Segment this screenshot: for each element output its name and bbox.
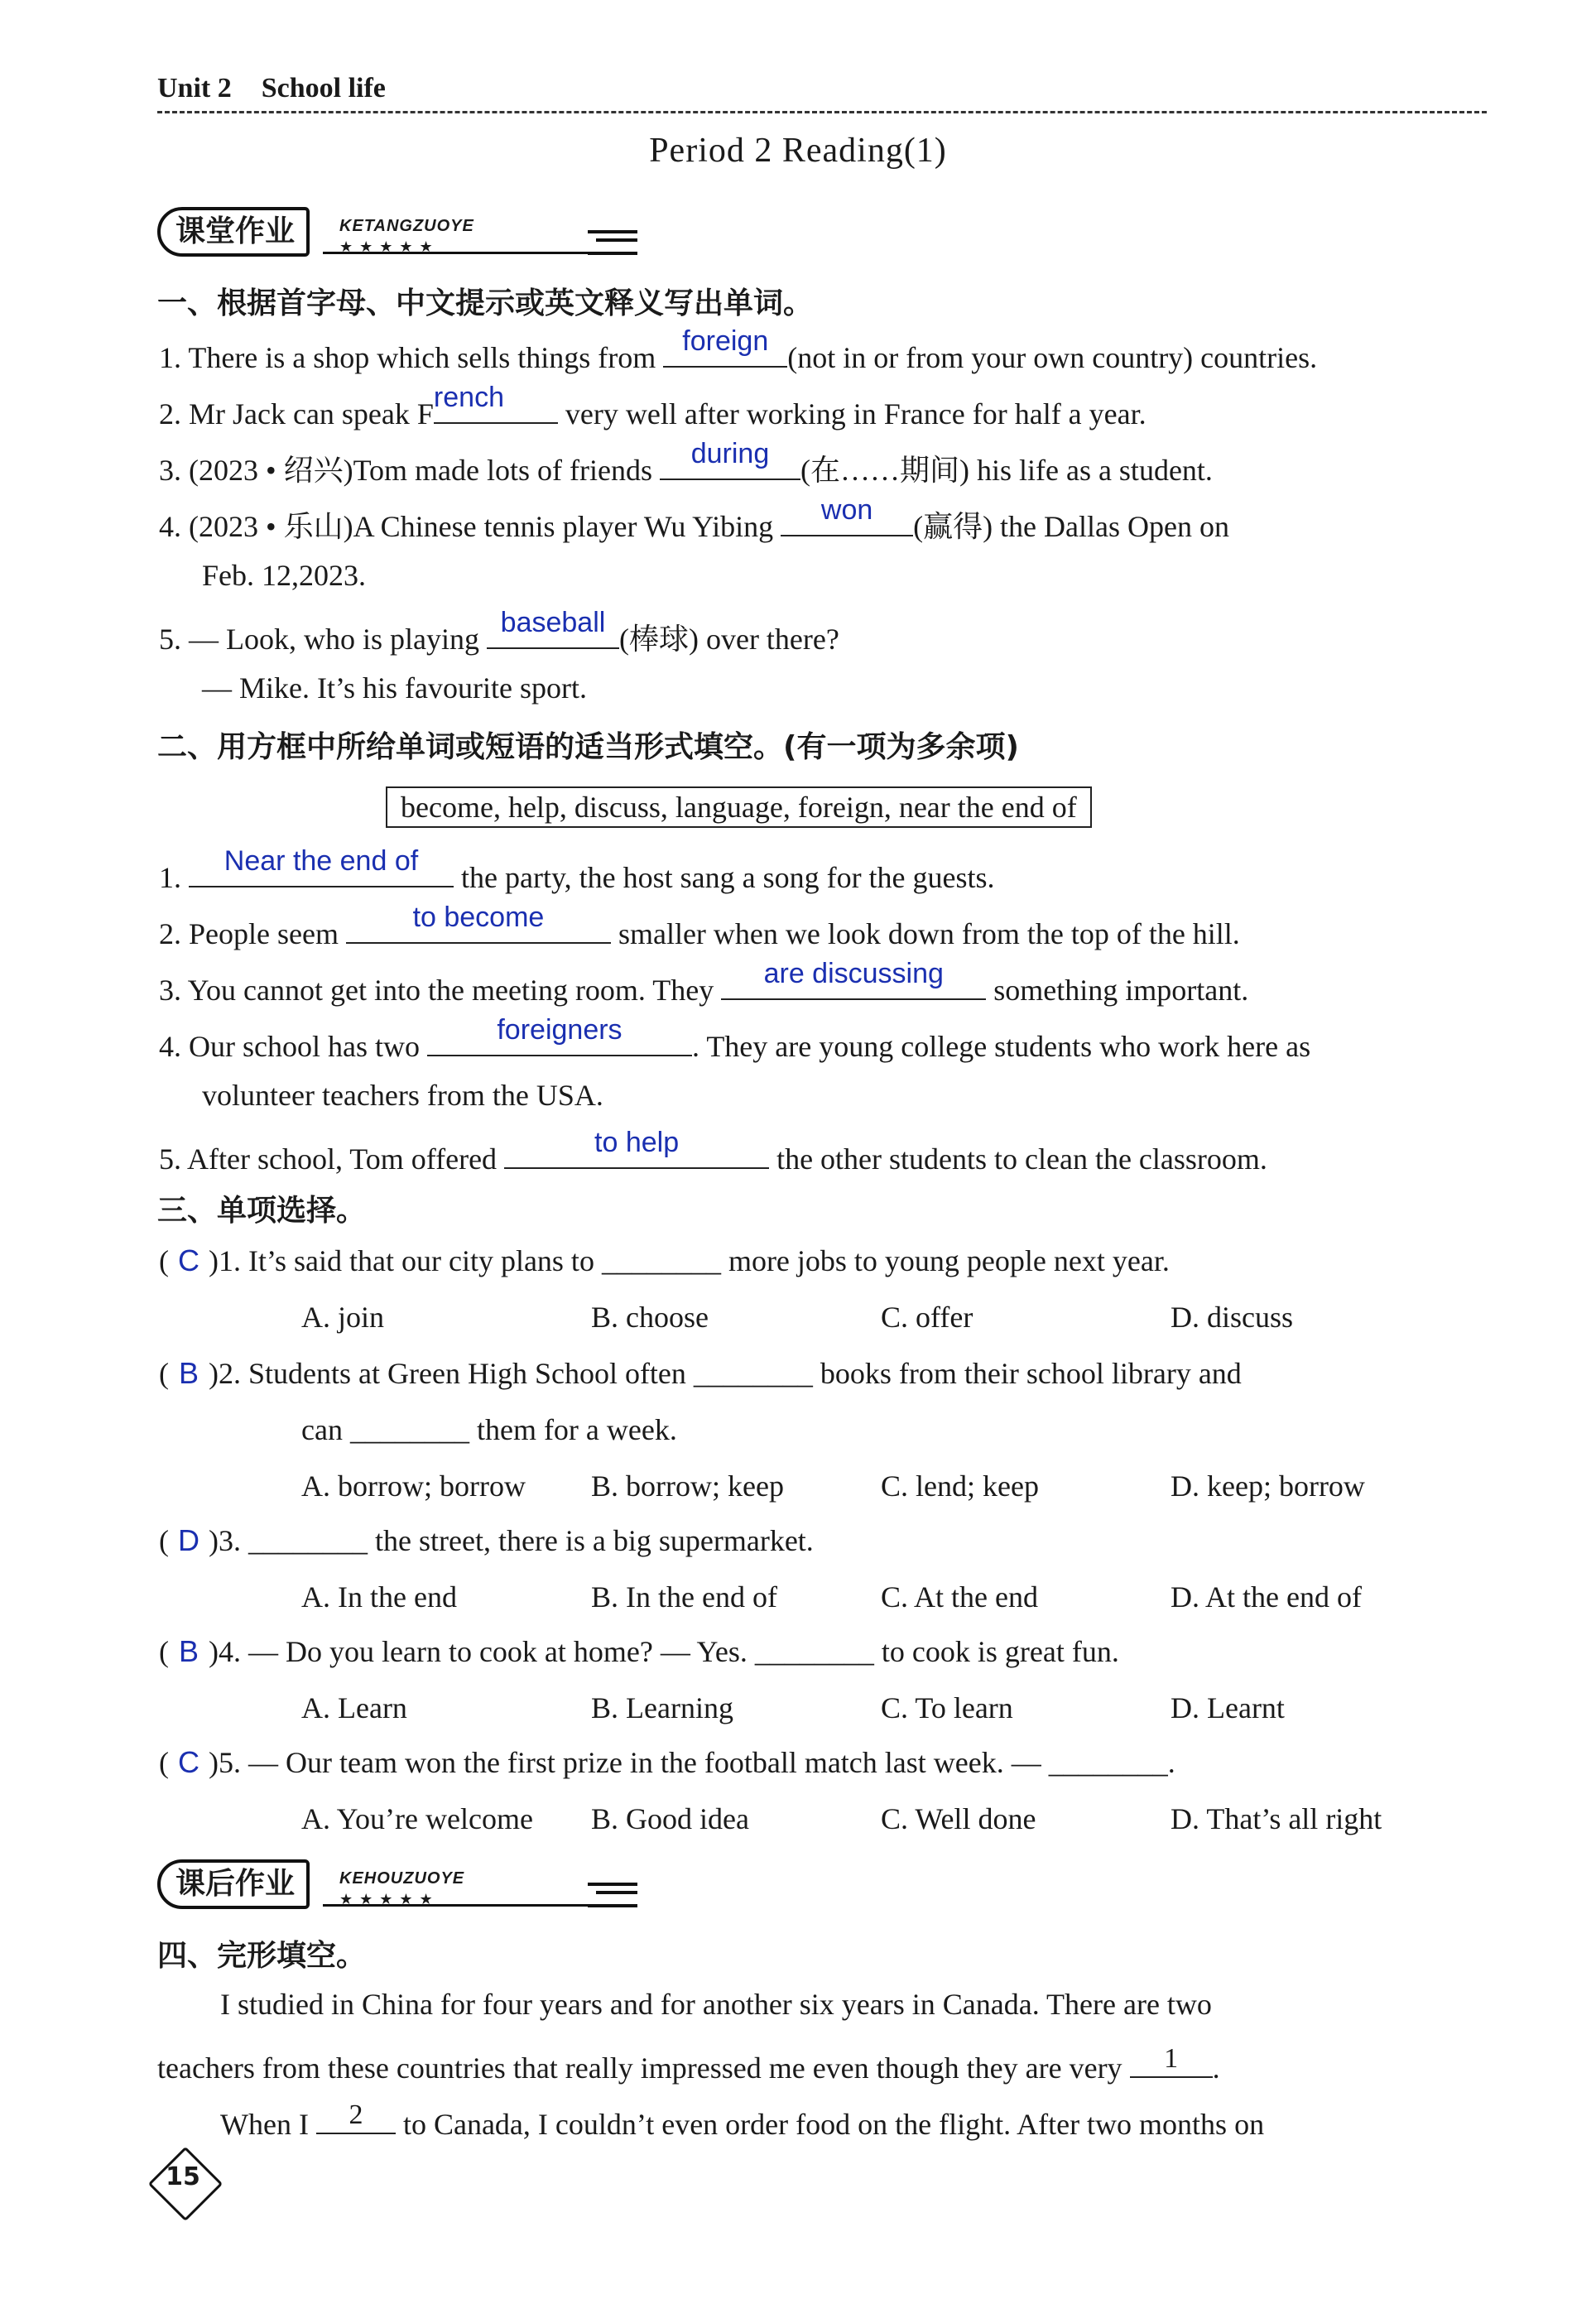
s1-item-5-pre: 5. — Look, who is playing	[159, 623, 487, 656]
mc-question-5: ( C )5. — Our team won the first prize in the football match last week. — ________.	[159, 1745, 1175, 1779]
s1-item-3-blank	[660, 438, 800, 480]
s2-item-1	[159, 845, 995, 895]
mc-4-stem: — Do you learn to cook at home? — Yes. ________ to cook is great fun.	[248, 1635, 1119, 1668]
s2-item-5-blank	[504, 1127, 769, 1169]
cloze-line-3-pre: When I	[220, 2108, 316, 2141]
mc-3-option-d: D. At the end of	[1171, 1580, 1362, 1614]
speed-lines-icon	[588, 1883, 637, 1907]
s1-item-4-blank	[781, 494, 913, 536]
s2-item-2-answer: to become	[412, 902, 545, 933]
s2-item-3	[159, 958, 1249, 1008]
section3-title: 三、单项选择。	[157, 1194, 367, 1228]
cloze-blank-1-number: 1	[1164, 2043, 1179, 2074]
mc-3-options	[301, 1580, 1493, 1616]
s1-item-5-answer: baseball	[500, 607, 606, 638]
s2-item-2-blank	[346, 902, 611, 944]
mc-5-option-d: D. That’s all right	[1171, 1802, 1382, 1835]
mc-2-answer: B	[178, 1356, 199, 1390]
classwork-badge	[157, 207, 654, 260]
cloze-line-2-text: teachers from these countries that really impressed me even though they are very	[157, 2051, 1130, 2085]
mc-3-stem: ________ the street, there is a big supermarket.	[248, 1524, 814, 1557]
speed-lines-icon	[588, 230, 637, 255]
s1-item-5	[159, 607, 839, 658]
mc-5-options	[301, 1801, 1493, 1838]
page-header	[157, 73, 416, 104]
mc-4-option-d: D. Learnt	[1171, 1691, 1285, 1724]
s2-item-1-answer: Near the end of	[224, 845, 419, 877]
section4-title: 四、完形填空。	[157, 1939, 367, 1973]
mc-5-stem: — Our team won the first prize in the football match last week. — ________.	[248, 1746, 1175, 1779]
s2-item-5-pre: 5. After school, Tom offered	[159, 1142, 505, 1176]
s1-item-4-cont: Feb. 12,2023.	[202, 559, 366, 592]
mc-1-answer: C	[178, 1243, 200, 1277]
s1-item-3	[159, 438, 1213, 489]
s1-item-2-pre: 2. Mr Jack can speak F	[159, 397, 434, 430]
s1-item-1-pre: 1. There is a shop which sells things from	[159, 341, 664, 374]
word-box: become, help, discuss, language, foreign, near the end of	[386, 786, 1092, 828]
mc-1-option-d: D. discuss	[1171, 1301, 1294, 1334]
s2-item-2	[159, 902, 1240, 951]
mc-5-option-b: B. Good idea	[591, 1802, 749, 1835]
s2-item-5	[159, 1127, 1267, 1176]
s2-item-4	[159, 1014, 1311, 1064]
header-divider	[157, 111, 1487, 113]
s1-item-1-post: (not in or from your own country) countries.	[787, 341, 1318, 374]
s1-item-3-pre: 3. (2023 • 绍兴)Tom made lots of friends	[159, 454, 660, 487]
cloze-blank-1	[1130, 2043, 1213, 2078]
mc-4-option-c: C. To learn	[881, 1691, 1013, 1724]
cloze-blank-2-number: 2	[349, 2099, 363, 2130]
cloze-line-1: I studied in China for four years and for another six years in Canada. There are two	[220, 1988, 1212, 2021]
homework-pinyin: KEHOUZUOYE	[339, 1869, 465, 1888]
mc-2-number: )2.	[209, 1357, 241, 1390]
mc-1-option-c: C. offer	[881, 1301, 973, 1334]
s2-item-4-post: . They are young college students who work here as	[691, 1030, 1311, 1063]
cloze-line-3-post: to Canada, I couldn’t even order food on the flight. After two months on	[395, 2108, 1265, 2141]
s1-item-3-post: (在……期间) his life as a student.	[800, 454, 1213, 487]
classwork-label: 课堂作业	[157, 207, 310, 257]
classwork-pinyin: KETANGZUOYE	[339, 217, 474, 235]
s1-item-5-reply: — Mike. It’s his favourite sport.	[202, 671, 587, 705]
s1-item-3-answer: during	[690, 438, 770, 469]
s1-item-1-blank	[663, 325, 787, 368]
s2-item-5-post: the other students to clean the classroom.	[769, 1142, 1267, 1176]
mc-2-stem-cont: can ________ them for a week.	[301, 1413, 677, 1446]
mc-4-option-a: A. Learn	[301, 1691, 407, 1724]
cloze-blank-2	[316, 2099, 396, 2134]
s1-item-2-post: very well after working in France for half a year.	[557, 397, 1147, 430]
mc-2-option-d: D. keep; borrow	[1171, 1469, 1365, 1503]
s2-item-4-blank	[427, 1014, 692, 1056]
s2-item-4-answer: foreigners	[497, 1014, 623, 1046]
s1-item-2-blank	[433, 382, 558, 424]
page-number: 15	[166, 2162, 200, 2191]
mc-question-4: ( B )4. — Do you learn to cook at home? — Yes. ________ to cook is great fun.	[159, 1634, 1119, 1668]
mc-5-option-a: A. You’re welcome	[301, 1802, 533, 1835]
mc-3-option-c: C. At the end	[881, 1580, 1038, 1614]
mc-2-stem: Students at Green High School often ________ books from their school library and	[248, 1357, 1242, 1390]
unit-label: Unit 2	[157, 73, 232, 103]
s1-item-4-answer: won	[820, 494, 873, 526]
mc-question-2: ( B )2. Students at Green High School often ________ books from their school library and	[159, 1356, 1242, 1390]
mc-4-options	[301, 1691, 1493, 1727]
mc-1-option-b: B. choose	[591, 1301, 709, 1334]
page-title: Period 2 Reading(1)	[649, 132, 947, 170]
unit-title: School life	[261, 73, 386, 103]
s2-item-4-cont: volunteer teachers from the USA.	[202, 1079, 603, 1112]
s2-item-1-pre: 1.	[159, 861, 189, 894]
section2-title: 二、用方框中所给单词或短语的适当形式填空。(有一项为多余项)	[157, 730, 1019, 764]
s2-item-2-post: smaller when we look down from the top of the hill.	[610, 917, 1240, 950]
mc-2-options	[301, 1469, 1493, 1505]
s2-item-3-pre: 3. You cannot get into the meeting room. They	[159, 974, 722, 1007]
mc-1-option-a: A. join	[301, 1301, 385, 1334]
s2-item-1-post: the party, the host sang a song for the guests.	[454, 861, 995, 894]
mc-3-answer: D	[178, 1523, 200, 1557]
s2-item-3-post: something important.	[986, 974, 1249, 1007]
s2-item-2-pre: 2. People seem	[159, 917, 346, 950]
mc-5-option-c: C. Well done	[881, 1802, 1036, 1835]
s1-item-1-answer: foreign	[682, 325, 769, 357]
s1-item-4-pre: 4. (2023 • 乐山)A Chinese tennis player Wu Yibing	[159, 510, 781, 543]
mc-3-option-b: B. In the end of	[591, 1580, 777, 1614]
s1-item-5-blank	[487, 607, 619, 649]
s2-item-4-pre: 4. Our school has two	[159, 1030, 427, 1063]
mc-5-number: )5.	[209, 1746, 241, 1779]
cloze-line-3	[220, 2099, 1264, 2142]
mc-3-option-a: A. In the end	[301, 1580, 457, 1614]
s1-item-1	[159, 325, 1318, 375]
mc-2-option-a: A. borrow; borrow	[301, 1469, 526, 1503]
mc-1-stem: It’s said that our city plans to ________ more jobs to young people next year.	[248, 1244, 1170, 1277]
mc-1-number: )1.	[209, 1244, 241, 1277]
star-icons: ★★★★★	[339, 238, 440, 256]
s1-item-2-answer: rench	[433, 382, 504, 413]
s2-item-5-answer: to help	[594, 1127, 680, 1158]
cloze-line-2-end: .	[1212, 2051, 1220, 2085]
mc-2-option-c: C. lend; keep	[881, 1469, 1039, 1503]
homework-badge	[157, 1859, 654, 1912]
s1-item-4-post: (赢得) the Dallas Open on	[913, 510, 1229, 543]
mc-3-number: )3.	[209, 1524, 241, 1557]
mc-4-option-b: B. Learning	[591, 1691, 733, 1724]
homework-label: 课后作业	[157, 1859, 310, 1909]
mc-5-answer: C	[178, 1745, 200, 1779]
mc-question-1: ( C )1. It’s said that our city plans to ________ more jobs to young people next year.	[159, 1243, 1170, 1277]
s1-item-5-post: (棒球) over there?	[618, 623, 839, 656]
s1-item-4	[159, 494, 1229, 546]
mc-question-3: ( D )3. ________ the street, there is a big supermarket.	[159, 1523, 814, 1557]
mc-4-answer: B	[178, 1634, 199, 1668]
s2-item-3-answer: are discussing	[763, 958, 944, 989]
s2-item-1-blank	[189, 845, 454, 887]
mc-2-option-b: B. borrow; keep	[591, 1469, 784, 1503]
mc-1-options	[301, 1300, 1493, 1336]
section1-title: 一、根据首字母、中文提示或英文释义写出单词。	[157, 286, 814, 320]
cloze-line-2	[157, 2043, 1220, 2085]
star-icons: ★★★★★	[339, 1891, 440, 1908]
s1-item-2	[159, 382, 1147, 431]
s2-item-3-blank	[721, 958, 986, 1000]
mc-4-number: )4.	[209, 1635, 241, 1668]
